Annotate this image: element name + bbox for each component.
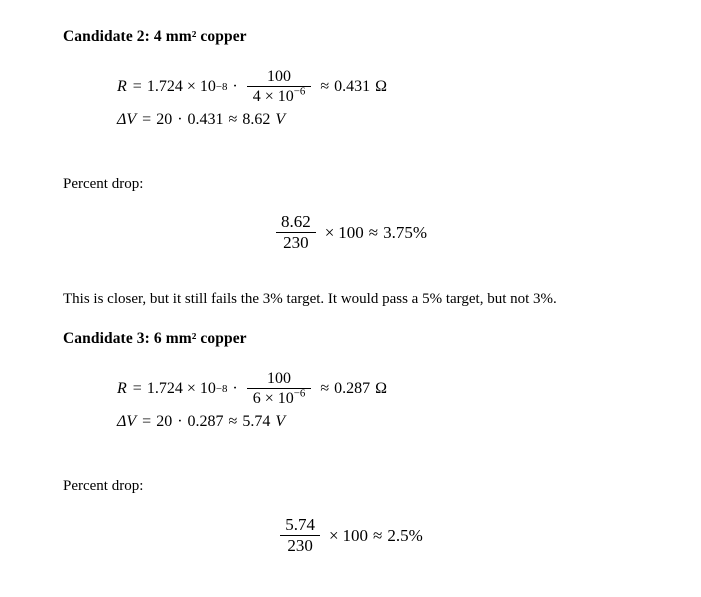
math-symbol-delta-v: ΔV	[117, 413, 137, 430]
math-line	[117, 112, 285, 128]
resistance-equation-candidate-3	[117, 370, 387, 408]
math-symbol-delta-v: ΔV	[117, 111, 137, 128]
math-result: 5.74	[242, 413, 271, 430]
percent-drop-label-candidate-2: Percent drop:	[63, 176, 144, 192]
math-approx: ≈	[320, 379, 330, 397]
math-base: 10	[199, 77, 216, 95]
fraction-numerator: 8.62	[280, 212, 311, 231]
fraction	[278, 516, 322, 556]
denominator-base: 10	[277, 390, 294, 408]
math-coefficient: 1.724	[146, 379, 183, 397]
math-current-value: 20	[156, 413, 173, 430]
fraction	[247, 370, 312, 408]
denominator-times: ×	[264, 390, 274, 408]
math-result: 0.431	[334, 77, 371, 95]
candidate-2-conclusion-paragraph: This is closer, but it still fails the 3% target. It would pass a 5% target, but not 3%.	[63, 291, 557, 307]
math-times: ×	[324, 222, 335, 242]
denominator-exponent: −6	[293, 85, 306, 98]
fraction-numerator: 100	[267, 370, 292, 387]
section-heading-candidate-2: Candidate 2: 4 mm² copper	[63, 28, 247, 45]
math-approx: ≈	[228, 413, 238, 430]
denominator-coefficient: 4	[252, 88, 261, 106]
math-equals: =	[142, 111, 152, 128]
math-dot-operator: ·	[232, 77, 238, 95]
math-resistance-value: 0.287	[187, 413, 224, 430]
math-dot-operator: ·	[232, 379, 238, 397]
math-current-value: 20	[156, 111, 173, 128]
fraction	[274, 213, 318, 253]
denominator-times: ×	[264, 88, 274, 106]
math-approx: ≈	[368, 222, 379, 242]
math-unit-volt: V	[275, 413, 286, 430]
math-equals: =	[132, 379, 142, 397]
math-line: R = 1.724 × 10 −8 · $\frac{100}{6 \times 10^{-6}}$ ≈ 0.287 Ω	[117, 370, 388, 408]
math-line	[117, 414, 285, 430]
math-equals: =	[142, 413, 152, 430]
percent-drop-label-candidate-3: Percent drop:	[63, 478, 144, 494]
fraction-denominator: 230	[276, 232, 316, 252]
denominator-base: 10	[277, 88, 294, 106]
math-result-percent: 2.5%	[387, 525, 423, 545]
section-heading-candidate-3: Candidate 3: 6 mm² copper	[63, 330, 247, 347]
math-times: ×	[186, 77, 196, 95]
denominator-coefficient: 6	[252, 390, 261, 408]
fraction-numerator: 100	[267, 68, 292, 85]
denominator-exponent: −6	[293, 387, 306, 400]
math-dot-operator: ·	[177, 111, 183, 128]
math-approx: ≈	[373, 525, 383, 545]
math-equals: =	[132, 77, 142, 95]
math-unit-ohm: Ω	[375, 379, 388, 397]
math-factor: 100	[338, 222, 364, 242]
math-coefficient: 1.724	[146, 77, 183, 95]
math-symbol-R: R	[117, 77, 127, 95]
fraction-denominator	[247, 388, 312, 407]
fraction-numerator: 5.74	[285, 515, 315, 534]
math-unit-ohm: Ω	[375, 77, 388, 95]
math-times: ×	[186, 379, 196, 397]
math-dot-operator: ·	[177, 413, 183, 430]
voltage-equation-candidate-2	[117, 112, 285, 128]
percent-drop-equation-candidate-3	[0, 516, 701, 556]
math-resistance-value: 0.431	[187, 111, 224, 128]
math-approx: ≈	[228, 111, 238, 128]
math-result: 8.62	[242, 111, 271, 128]
math-result-percent: 3.75%	[383, 222, 428, 242]
math-times: ×	[328, 525, 339, 545]
math-approx: ≈	[320, 77, 330, 95]
voltage-equation-candidate-3	[117, 414, 285, 430]
percent-drop-equation-candidate-2	[0, 213, 701, 253]
math-line: R = 1.724 × 10 −8 · $\frac{100}{4 \times 10^{-6}}$ ≈ 0.431 Ω	[117, 68, 388, 106]
math-symbol-R: R	[117, 379, 127, 397]
fraction-denominator	[247, 86, 312, 105]
math-factor: 100	[342, 525, 369, 545]
resistance-equation-candidate-2	[117, 68, 387, 106]
fraction-denominator: 230	[280, 535, 320, 555]
math-base: 10	[199, 379, 216, 397]
fraction	[247, 68, 312, 106]
math-result: 0.287	[334, 379, 371, 397]
math-unit-volt: V	[275, 111, 286, 128]
